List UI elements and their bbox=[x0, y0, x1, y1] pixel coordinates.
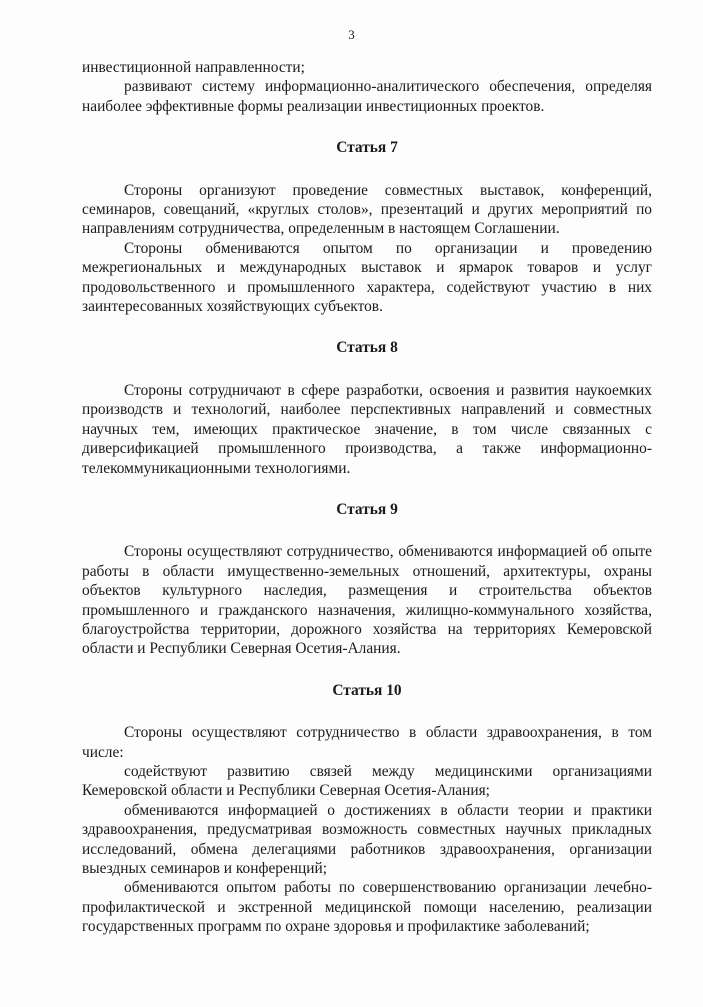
article-10-paragraph-4: обмениваются опытом работы по совершенствованию организации лечебно-профилактической и экстренной медицинской помощи населению, реализации государственных программ по охране здоровья и профилактике заболеваний; bbox=[82, 879, 652, 936]
article-7-heading: Статья 7 bbox=[336, 139, 398, 157]
article-9-paragraph-1: Стороны осуществляют сотрудничество, обмениваются информацией об опыте работы в области имущественно-земельных отношений, архитектуры, охраны объектов культурного наследия, размещения и строительства объектов промышленного и гражданского назначения, жилищно-коммунального хозяйства, благоустройства территории, дорожного хозяйства на территориях Кемеровской области и Республики Северная Осетия-Алания. bbox=[82, 543, 652, 658]
article-8-paragraph-1: Стороны сотрудничают в сфере разработки, освоения и развития наукоемких производств и технологий, наиболее перспективных направлений и совместных научных тем, имеющих практическое значение, в том числе связанных с диверсификацией промышленного производства, а также информационно-телекоммуникационными технологиями. bbox=[82, 381, 652, 477]
intro-line-1: инвестиционной направленности; bbox=[82, 59, 305, 76]
article-9-heading: Статья 9 bbox=[336, 500, 398, 518]
article-10-heading: Статья 10 bbox=[332, 681, 402, 699]
intro-paragraph-2: развивают систему информационно-аналитического обеспечения, определяя наиболее эффективные формы реализации инвестиционных проектов. bbox=[82, 78, 652, 115]
article-10-paragraph-2: содействуют развитию связей между медицинскими организациями Кемеровской области и Республики Северная Осетия-Алания; bbox=[82, 762, 652, 800]
article-10-paragraph-1: Стороны осуществляют сотрудничество в области здравоохранения, в том числе: bbox=[82, 724, 652, 761]
document-body bbox=[82, 58, 652, 937]
article-10-paragraph-3: обмениваются информацией о достижениях в области теории и практики здравоохранения, предусматривая возможность совместных научных прикладных исследований, обмена делегациями работников здравоохранения, организации выездных семинаров и конференций; bbox=[82, 801, 652, 877]
article-7-paragraph-1: Стороны организуют проведение совместных выставок, конференций, семинаров, совещаний, «круглых столов», презентаций и других мероприятий по направлениям сотрудничества, определенным в настоящем Соглашении. bbox=[82, 181, 652, 238]
article-8-heading: Статья 8 bbox=[336, 339, 398, 357]
article-7-paragraph-2: Стороны обмениваются опытом по организации и проведению межрегиональных и международных выставок и ярмарок товаров и услуг продовольственного и промышленного характера, содействуют участию в них заинтересованных хозяйствующих субъектов. bbox=[82, 239, 652, 316]
page-number: 3 bbox=[348, 27, 355, 42]
